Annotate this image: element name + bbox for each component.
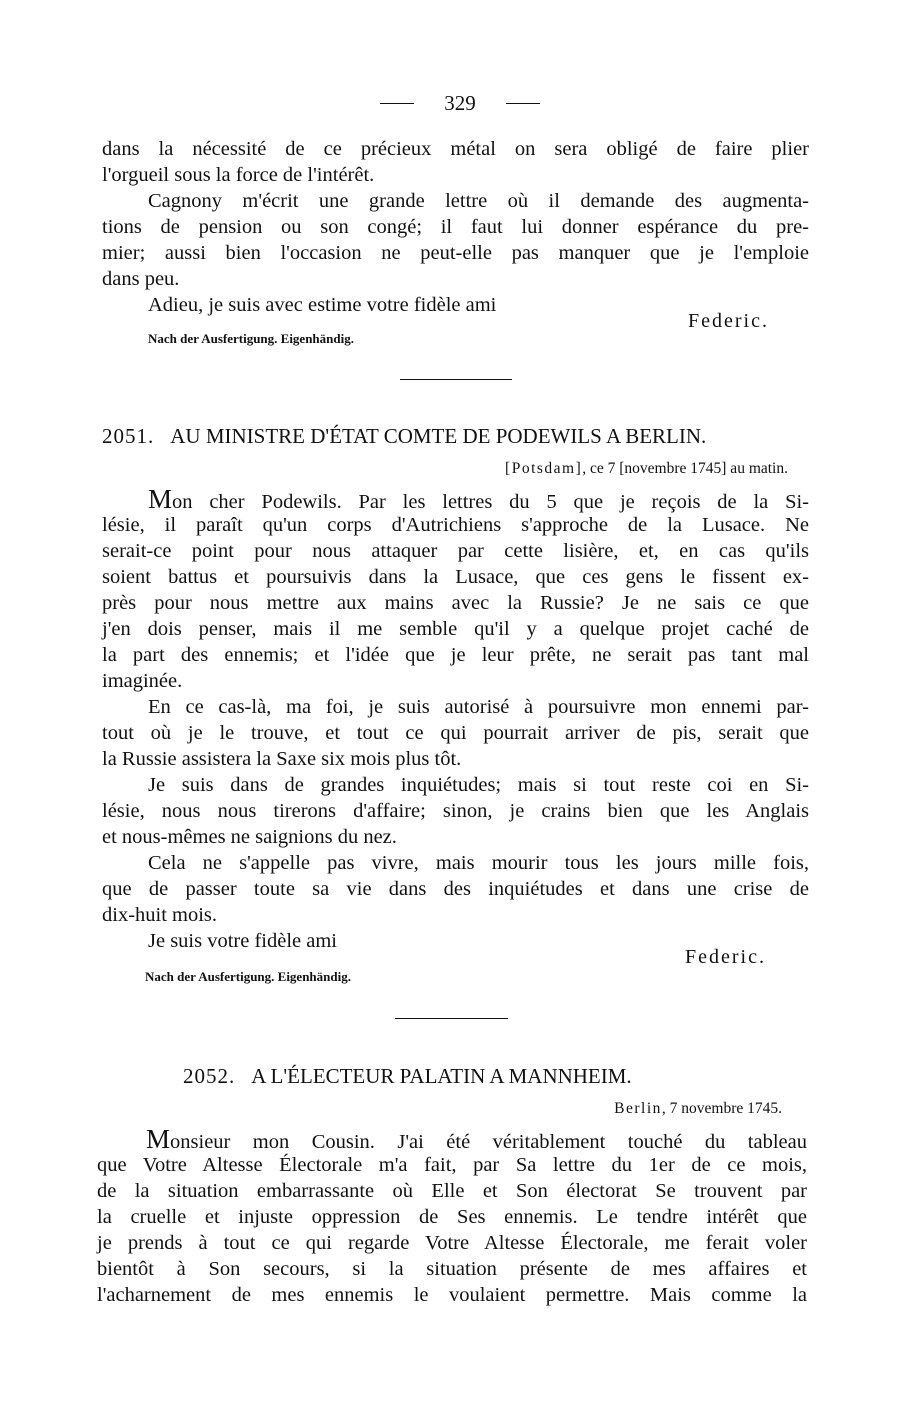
text-line-rest: on cher Podewils. Par les lettres du 5 que je reçois de la Si- <box>172 491 809 513</box>
text-line: la Russie assistera la Saxe six mois plus tôt. <box>102 748 462 770</box>
text-line: tout où je le trouve, et tout ce qui pourrait arriver de pis, serait que <box>102 722 809 744</box>
text-line: lésie, nous nous tirerons d'affaire; sinon, je crains bien que les Anglais <box>102 800 809 822</box>
text-line: près pour nous mettre aux mains avec la Russie? Je ne sais ce que <box>102 592 809 614</box>
text-line: dans la nécessité de ce précieux métal on sera obligé de faire plier <box>102 138 809 160</box>
source-note: Nach der Ausfertigung. Eigenhändig. <box>145 969 351 984</box>
text-line: la part des ennemis; et l'idée que je leur prête, ne serait pas tant mal <box>102 644 809 666</box>
section-divider <box>395 1018 508 1019</box>
text-line: Cela ne s'appelle pas vivre, mais mourir tous les jours mille fois, <box>148 852 809 874</box>
letter-heading <box>183 1062 632 1090</box>
letter-number: 2052. <box>183 1064 236 1088</box>
text-line-rest: onsieur mon Cousin. J'ai été véritablement touché du tableau <box>170 1131 807 1153</box>
text-line: tions de pension ou son congé; il faut lui donner espérance du pre- <box>102 216 809 238</box>
header-dash-left <box>380 103 414 104</box>
signature: Federic. <box>685 946 766 968</box>
text-line: de la situation embarrassante où Elle et Son électorat Se trouvent par <box>97 1180 807 1202</box>
letter-title: AU MINISTRE D'ÉTAT COMTE DE PODEWILS A BERLIN. <box>170 424 707 448</box>
dateline-date: , ce 7 [novembre 1745] au matin. <box>582 460 788 477</box>
text-line: je prends à tout ce qui regarde Votre Altesse Électorale, me ferait voler <box>97 1232 807 1254</box>
letter-heading <box>102 422 706 450</box>
dateline <box>505 458 788 480</box>
text-line: l'orgueil sous la force de l'intérêt. <box>102 164 375 186</box>
text-line: et nous-mêmes ne saignions du nez. <box>102 826 397 848</box>
text-line: que Votre Altesse Électorale m'a fait, par Sa lettre du 1er de ce mois, <box>97 1154 807 1176</box>
text-line: bientôt à Son secours, si la situation présente de mes affaires et <box>97 1258 807 1280</box>
letter-title: A L'ÉLECTEUR PALATIN A MANNHEIM. <box>251 1064 632 1088</box>
text-line: serait-ce point pour nous attaquer par cette lisière, et, en cas qu'ils <box>102 540 809 562</box>
text-line: dans peu. <box>102 268 180 290</box>
letter-number: 2051. <box>102 424 155 448</box>
text-line: l'acharnement de mes ennemis le voulaient permettre. Mais comme la <box>97 1284 807 1306</box>
signature: Federic. <box>688 310 769 332</box>
initial-capital: M <box>146 1124 171 1154</box>
header-dash-right <box>506 103 540 104</box>
text-line: dix-huit mois. <box>102 904 218 926</box>
dateline-date: , 7 novembre 1745. <box>661 1100 782 1117</box>
source-note: Nach der Ausfertigung. Eigenhändig. <box>148 331 354 346</box>
page-header <box>380 88 540 118</box>
closing-line: Je suis votre fidèle ami <box>148 930 338 952</box>
text-line: lésie, il paraît qu'un corps d'Autrichiens s'approche de la Lusace. Ne <box>102 514 809 536</box>
dateline-place: [Potsdam] <box>505 460 583 477</box>
text-line: mier; aussi bien l'occasion ne peut-elle pas manquer que je l'emploie <box>102 242 809 264</box>
section-divider <box>400 379 512 380</box>
text-line: la cruelle et injuste oppression de Ses ennemis. Le tendre intérêt que <box>97 1206 807 1228</box>
text-line <box>148 486 809 515</box>
text-line: En ce cas-là, ma foi, je suis autorisé à poursuivre mon ennemi par- <box>148 696 809 718</box>
closing-line: Adieu, je suis avec estime votre fidèle ami <box>148 294 497 316</box>
initial-capital: M <box>148 484 173 514</box>
page-number: 329 <box>444 91 476 115</box>
text-line: soient battus et poursuivis dans la Lusace, que ces gens le fissent ex- <box>102 566 809 588</box>
dateline-place: Berlin <box>614 1100 662 1117</box>
dateline <box>614 1098 782 1120</box>
text-line: Cagnony m'écrit une grande lettre où il demande des augmenta- <box>148 190 809 212</box>
text-line: que de passer toute sa vie dans des inquiétudes et dans une crise de <box>102 878 809 900</box>
text-line <box>146 1126 807 1155</box>
text-line: j'en dois penser, mais il me semble qu'il y a quelque projet caché de <box>102 618 809 640</box>
text-line: imaginée. <box>102 670 183 692</box>
text-line: Je suis dans de grandes inquiétudes; mais si tout reste coi en Si- <box>148 774 809 796</box>
